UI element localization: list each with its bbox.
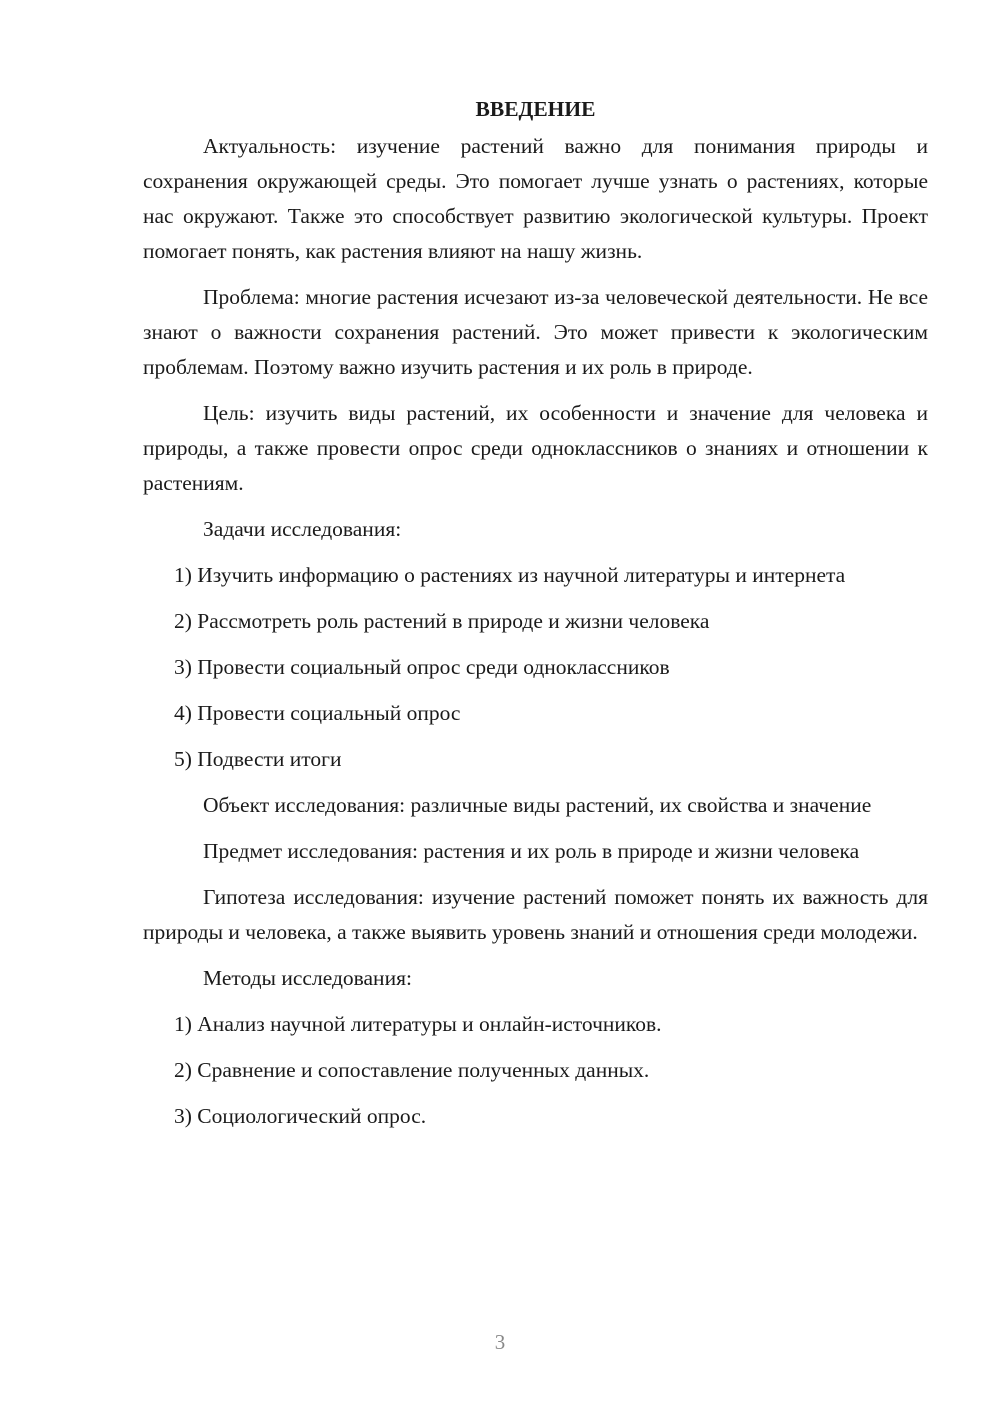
problem-paragraph: Проблема: многие растения исчезают из-за человеческой деятельности. Не все знают о важности сохранения растений. Это может привести к экологическим проблемам. Поэтому важно изучить растения и их роль в природе. (143, 285, 928, 379)
methods-label: Методы исследования: (203, 966, 412, 990)
tasks-label: Задачи исследования: (203, 517, 402, 541)
subject-paragraph: Предмет исследования: растения и их роль в природе и жизни человека (203, 839, 860, 863)
relevance-paragraph: Актуальность: изучение растений важно для понимания природы и сохранения окружающей среды. Это помогает лучше узнать о растениях, которые нас окружают. Также это способствует развитию экологической культуры. Проект помогает понять, как растения влияют на нашу жизнь. (143, 134, 928, 263)
task-item-2: 2) Рассмотреть роль растений в природе и жизни человека (174, 609, 710, 633)
task-item-4: 4) Провести социальный опрос (174, 701, 461, 725)
task-item-1: 1) Изучить информацию о растениях из научной литературы и интернета (174, 563, 846, 587)
hypothesis-paragraph: Гипотеза исследования: изучение растений поможет понять их важность для природы и человека, а также выявить уровень знаний и отношения среди молодежи. (143, 885, 928, 944)
goal-paragraph: Цель: изучить виды растений, их особенности и значение для человека и природы, а также провести опрос среди одноклассников о знаниях и отношении к растениям. (143, 401, 928, 495)
page-title: ВВЕДЕНИЕ (475, 97, 596, 121)
task-item-5: 5) Подвести итоги (174, 747, 342, 771)
method-item-1: 1) Анализ научной литературы и онлайн-источников. (174, 1012, 662, 1036)
object-paragraph: Объект исследования: различные виды растений, их свойства и значение (203, 793, 872, 817)
task-item-3: 3) Провести социальный опрос среди одноклассников (174, 655, 670, 679)
method-item-2: 2) Сравнение и сопоставление полученных данных. (174, 1058, 650, 1082)
methods-list (143, 1007, 928, 1134)
method-item-3: 3) Социологический опрос. (174, 1104, 427, 1128)
tasks-list (143, 558, 928, 777)
document-page (143, 92, 928, 1145)
page-number: 3 (494, 1330, 506, 1354)
